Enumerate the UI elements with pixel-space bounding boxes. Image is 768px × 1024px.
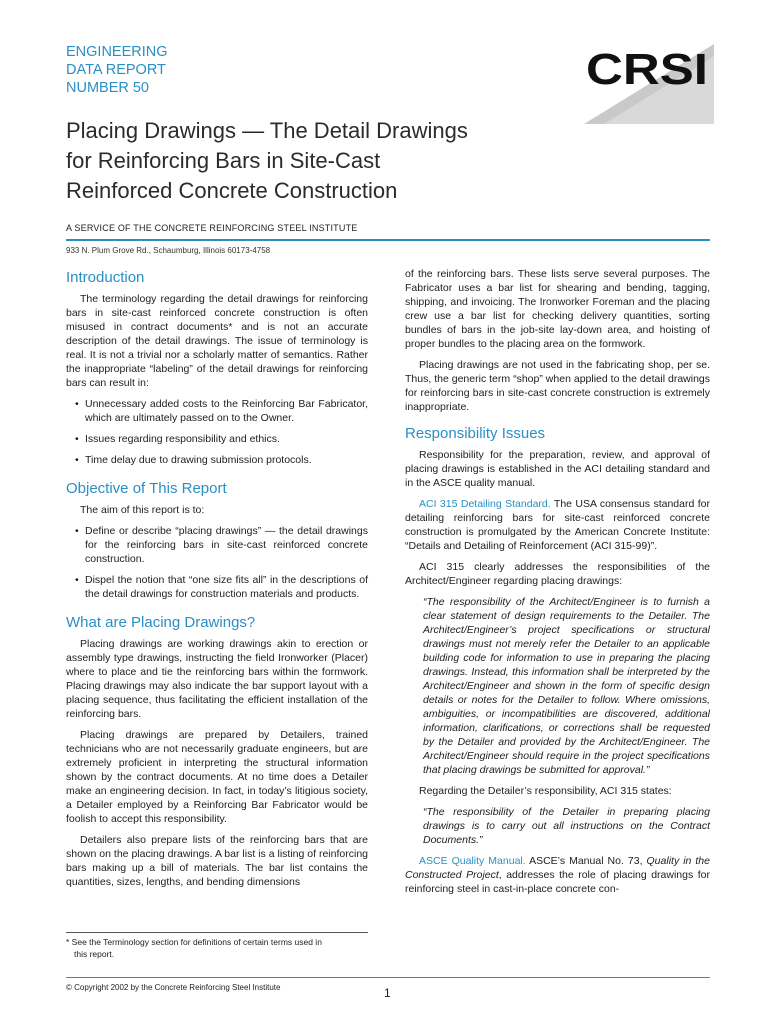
crsi-logo-text: CRSI <box>586 45 708 94</box>
list-item-text: Unnecessary added costs to the Reinforcing Bar Fabricator, which are ultimately passed on to the Owner. <box>85 398 368 424</box>
list-item-text: Dispel the notion that “one size fits all” in the descriptions of the detail drawings for construction materials and products. <box>85 574 368 600</box>
architect-quote: “The responsibility of the Architect/Engineer is to furnish a clear statement of design requirements to the Detailer. The Architect/Engineer’s project specifications or structural drawings must not merely refer the Detailer to an applicable building code for information to use in preparing the placing drawings. Instead, this information shall be interpreted by the Architect/Engineer and shown in the form of specific design details or notes for the Detailer to follow. Where omissions, ambiguities, or incompatibilities are discovered, additional information, clarifications, or corrections shall be requested by the Detailer and provided by the Architect/Engineer. The Architect/Engineer should require in the project specifications that placing drawings be submitted for approval.” <box>423 596 710 776</box>
footnote <box>66 937 368 960</box>
shop-paragraph: Placing drawings are not used in the fabricating shop, per se. Thus, the generic term “shop” when applied to the detail drawings for reinforcing bars in site-cast concrete construction is extremely inappropriate. <box>405 359 710 413</box>
list-item: • Issues regarding responsibility and ethics. <box>75 433 280 445</box>
detailer-paragraph: Regarding the Detailer’s responsibility, ACI 315 states: <box>419 785 672 797</box>
asce-book-title: Quality in the Constructed Project <box>405 855 710 881</box>
responsibility-heading: Responsibility Issues <box>405 425 546 442</box>
report-label-line3: NUMBER 50 <box>66 80 149 96</box>
what-paragraph-1: Placing drawings are working drawings akin to erection or assembly type drawings, instructing the field Ironworker (Placer) where to place and tie the reinforcing bars within the formwork. Placing drawings may also indicate the bar support layout with a placing sequence, thus facilitating the efficient installation of the reinforcing bars. <box>66 638 368 720</box>
objective-intro: The aim of this report is to: <box>80 504 205 516</box>
crsi-logo <box>584 40 714 124</box>
footnote-divider <box>66 932 368 933</box>
list-item-text: Define or describe “placing drawings” — the detail drawings for the reinforcing bars in site-cast reinforced concrete construction. <box>85 525 368 565</box>
intro-heading: Introduction <box>66 269 145 286</box>
responsibility-paragraph: Responsibility for the preparation, review, and approval of placing drawings is established in the ACI detailing standard and in the ASCE quality manual. <box>405 449 710 489</box>
aci-text: The USA consensus standard for detailing reinforcing bars for site-cast reinforced concrete construction is promulgated by the American Concrete Institute: “Details and Detailing of Reinforcement (ACI 315-99)”. <box>405 498 710 552</box>
continued-paragraph: of the reinforcing bars. These lists serve several purposes. The Fabricator uses a bar list for shearing and bending, tagging, shipping, and invoicing. The Ironworker Foreman and the placing crew use a bar list for checking delivery quantities, sorting bundles of bars in the job-site lay-down area, and hoisting of proper bundles to the placing area on the formwork. <box>405 268 710 350</box>
aci-label: ACI 315 Detailing Standard. <box>419 498 551 510</box>
page-number: 1 <box>384 986 391 1000</box>
list-item-text: Time delay due to drawing submission protocols. <box>85 454 312 466</box>
what-paragraph-3: Detailers also prepare lists of the reinforcing bars that are shown on the placing drawings. A bar list is a listing of reinforcing bars making up a bill of materials. The bar list contains the quantities, sizes, lengths, and bending dimensions <box>66 834 368 888</box>
address-line: 933 N. Plum Grove Rd., Schaumburg, Illinois 60173-4758 <box>66 246 271 255</box>
aci-paragraph-2: ACI 315 clearly addresses the responsibilities of the Architect/Engineer regarding placing drawings: <box>405 561 710 587</box>
asce-text-2: , addresses the role of placing drawings for reinforcing steel in cast-in-place concrete con- <box>405 869 710 895</box>
report-label-line1: ENGINEERING <box>66 44 168 60</box>
footnote-line2: this report. <box>74 948 115 959</box>
asce-label: ASCE Quality Manual. <box>419 855 526 867</box>
page-title <box>66 116 586 206</box>
asce-paragraph <box>405 854 710 896</box>
list-item: • Dispel the notion that “one size fits all” in the descriptions of the detail drawings for construction materials and products. <box>75 574 368 600</box>
what-paragraph-2: Placing drawings are prepared by Detailers, trained technicians who are not necessarily graduate engineers, but are extremely proficient in interpreting the structural information shown by the contract documents. At no time does a Detailer make an engineering decision. In fact, in today’s litigious society, a Detailer employed by a Reinforcing Bar Fabricator would be foolish to accept this responsibility. <box>66 729 368 825</box>
copyright-notice: © Copyright 2002 by the Concrete Reinforcing Steel Institute <box>66 983 281 992</box>
detailer-quote: “The responsibility of the Detailer in preparing placing drawings is to carry out all instructions on the Contract Documents.” <box>423 806 710 846</box>
page-title-line1: Placing Drawings — The Detail Drawings <box>66 118 468 143</box>
objective-heading: Objective of This Report <box>66 480 227 497</box>
list-item: • Unnecessary added costs to the Reinforcing Bar Fabricator, which are ultimately passed on to the Owner. <box>75 398 368 424</box>
list-item: • Define or describe “placing drawings” — the detail drawings for the reinforcing bars in site-cast reinforced concrete construction. <box>75 525 368 565</box>
footnote-line1: * See the Terminology section for definitions of certain terms used in <box>66 937 322 947</box>
footer-divider <box>66 977 710 978</box>
header-divider <box>66 239 710 241</box>
list-item: • Time delay due to drawing submission protocols. <box>75 454 312 466</box>
report-label-line2: DATA REPORT <box>66 62 166 78</box>
page-title-line3: Reinforced Concrete Construction <box>66 178 398 203</box>
right-column <box>405 267 710 903</box>
report-label <box>66 43 168 97</box>
crsi-logo-graphic <box>584 40 714 124</box>
service-line: A SERVICE OF THE CONCRETE REINFORCING STEEL INSTITUTE <box>66 223 358 233</box>
objective-bullet-list <box>66 524 368 601</box>
intro-bullet-list <box>66 397 368 467</box>
asce-text-1: ASCE’s Manual No. 73, <box>525 855 647 867</box>
intro-paragraph: The terminology regarding the detail drawings for reinforcing bars in site-cast reinforced concrete construction is often misused in contract documents* and is not an accurate description of the detail drawings. The issue of terminology is real. It is not a trivial nor a scholarly matter of semantics. Rather the inappropriate “labeling” of the detail drawings for reinforcing bars can result in: <box>66 293 368 389</box>
page-title-line2: for Reinforcing Bars in Site-Cast <box>66 148 381 173</box>
list-item-text: Issues regarding responsibility and ethics. <box>85 433 280 445</box>
what-heading: What are Placing Drawings? <box>66 614 256 631</box>
left-column <box>66 268 368 896</box>
aci-paragraph <box>405 497 710 553</box>
